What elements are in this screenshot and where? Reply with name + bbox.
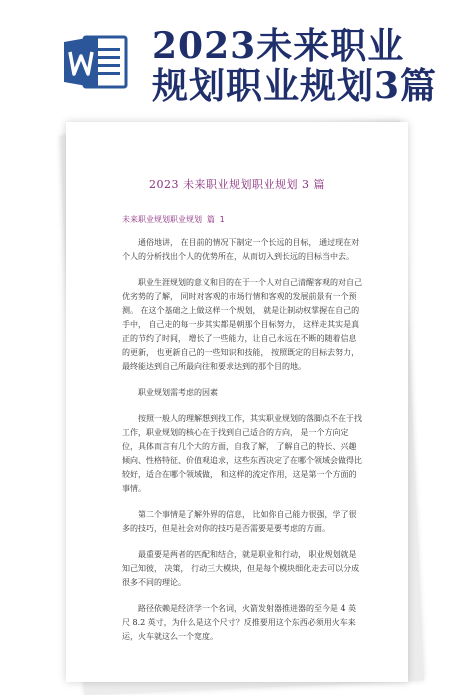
banner-title [152, 26, 437, 106]
paragraph: 按照一般人的理解想到找工作，其实职业规划的落脚点不在于找工作，职业规划的核心在于找到自己适合的方向， 是一个方向定位，具体而言有几个大的方面，自我了解， 了解自己的特长、兴趣倾向、性格特征、价值观追求，这些东西决定了在哪个领域会做得比较好，适合在哪个领域做， 和这样的流定作用，这是第一个方面的事情。 [122, 414, 362, 493]
paragraph: 职业生涯规划的意义和目的在于一个人对自己清醒客观的对自己优劣势的了解， 同时对客观的市场行情和客观的发展前景有一个预测。 在这个基础之上做这样一个规划， 就是让制动权掌握在自己的手中， 自己走的每一步其实都是朝那个目标努力， 这样走其实是真正的节约了时间， 增长了一些能力，让自己永远在不断的随着信息的更新， 也更新自己的一些知识和技能， 按照既定的目标去努力，最终能达到自己所最向往和要求达到的那个目的地。 [122, 278, 362, 371]
word-document-icon [62, 34, 128, 90]
paragraph: 路径依赖是经济学一个名词，火箭发射器推进器的至今是 4 英尺 8.2 英寸，为什么是这个尺寸？反推要用这个东西必须用火车来运，火车就这么一个宽度。 [122, 604, 357, 641]
banner [0, 0, 474, 112]
paragraph: 最重要是两者的匹配和结合，就是职业和行动， 职业规划就是知己知彼， 决策， 行动三大模块，但是每个模块细化走去可以分成很多不同的理论。 [122, 550, 360, 587]
document-page [66, 122, 408, 682]
paragraph: 第二个事情是了解外界的信息， 比如你自己能力很强，学了很多的技巧，但是社会对你的技巧是否需要是要考虑的方面。 [122, 510, 357, 533]
paragraph: 通俗地讲， 在目前的情况下制定一个长远的目标， 通过现在对个人的分析找出个人的优势所在，从而切入到长远的目标当中去。 [122, 238, 360, 261]
paragraph: 职业规划需考虑的因素 [138, 388, 218, 397]
document-body [122, 236, 362, 656]
section-heading: 未来职业规划职业规划 篇 1 [122, 215, 225, 224]
document-title: 2023 未来职业规划职业规划 3 篇 [149, 178, 325, 191]
banner-title-line-1: 2023未来职业 [152, 25, 405, 67]
banner-title-line-2: 规划职业规划3篇 [152, 65, 438, 107]
